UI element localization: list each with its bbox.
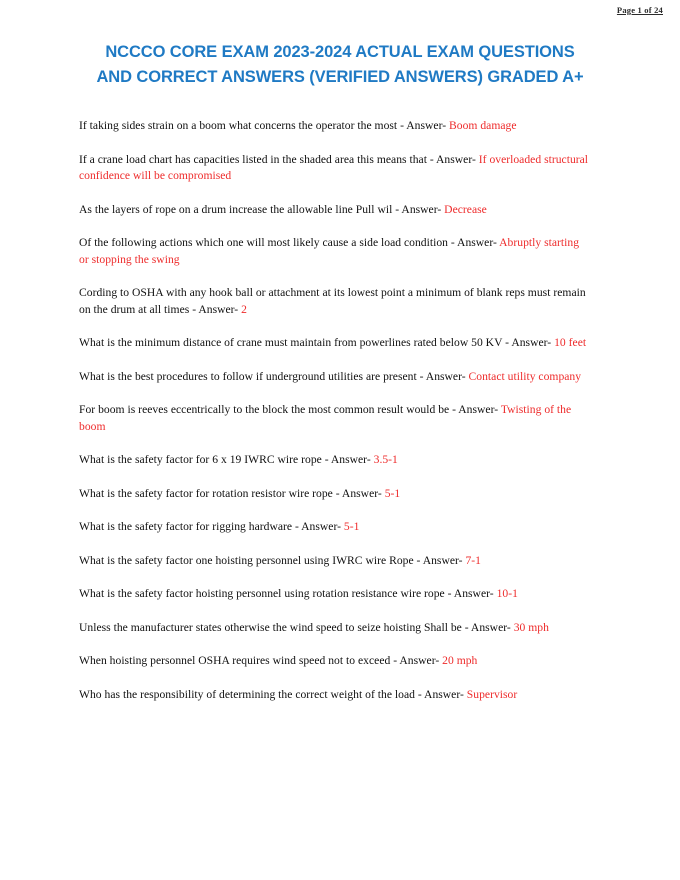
qa-item: [79, 486, 591, 503]
page-title-line-2: AND CORRECT ANSWERS (VERIFIED ANSWERS) GRADED A+: [96, 68, 584, 86]
answer-text: 10-1: [496, 587, 518, 600]
answer-text: Contact utility company: [468, 369, 582, 383]
answer-text: 2: [241, 302, 247, 316]
answer-text: Abruptly starting or stopping the swing: [79, 236, 580, 266]
question-text: What is the safety factor for rigging hardware: [79, 520, 293, 533]
answer-separator: - Answer-: [397, 119, 450, 132]
answer-separator: - Answer-: [332, 486, 385, 500]
answer-separator: - Answer-: [189, 302, 242, 316]
answer-text: 3.5-1: [373, 453, 398, 466]
answer-separator: - Answer-: [392, 202, 445, 216]
answer-text: Decrease: [444, 202, 487, 216]
qa-item: [79, 369, 591, 386]
qa-item: [79, 152, 591, 185]
answer-separator: - Answer-: [502, 336, 555, 349]
answer-text: 20 mph: [442, 654, 478, 667]
answer-text: If overloaded structural confidence will be compromised: [79, 152, 589, 182]
answer-separator: - Answer-: [413, 553, 466, 567]
qa-item: [79, 687, 591, 704]
answer-text: 5-1: [343, 520, 360, 533]
qa-item: [79, 235, 591, 268]
answer-text: Twisting of the boom: [79, 403, 572, 433]
question-text: If a crane load chart has capacities listed in the shaded area this means that: [79, 152, 427, 166]
answer-separator: - Answer-: [444, 587, 497, 600]
page-title-line-1: NCCCO CORE EXAM 2023-2024 ACTUAL EXAM QUESTIONS: [105, 43, 575, 61]
question-text: What is the safety factor for 6 x 19 IWRC wire rope: [79, 453, 322, 466]
question-text: Of the following actions which one will most likely cause a side load condition: [79, 236, 448, 249]
qa-item: [79, 553, 591, 570]
answer-separator: - Answer-: [447, 236, 500, 249]
answer-separator: - Answer-: [390, 654, 443, 667]
page-number-header: Page 1 of 24: [616, 5, 663, 15]
qa-item: [79, 118, 591, 135]
answer-separator: - Answer-: [426, 152, 479, 166]
answer-separator: - Answer-: [292, 520, 344, 533]
question-text: When hoisting personnel OSHA requires wind speed not to exceed: [79, 654, 391, 667]
question-text: Unless the manufacturer states otherwise the wind speed to seize hoisting Shall be: [79, 620, 462, 634]
question-text: Who has the responsibility of determining the correct weight of the load: [79, 687, 415, 701]
qa-item: [79, 285, 591, 318]
question-text: What is the safety factor one hoisting personnel using IWRC wire Rope: [79, 553, 414, 567]
question-text: If taking sides strain on a boom what concerns the operator the most: [79, 119, 398, 132]
answer-separator: - Answer-: [449, 403, 501, 416]
answer-text: 7-1: [465, 553, 481, 567]
answer-text: Boom damage: [449, 119, 517, 132]
question-text: What is the safety factor hoisting personnel using rotation resistance wire rope: [79, 587, 445, 600]
answer-text: 30 mph: [513, 620, 549, 634]
question-text: What is the minimum distance of crane must maintain from powerlines rated below 50 KV: [79, 336, 503, 349]
qa-item: [79, 335, 591, 352]
answer-separator: - Answer-: [461, 620, 514, 634]
answer-separator: - Answer-: [416, 369, 469, 383]
answer-text: 10 feet: [554, 336, 587, 349]
qa-item: [79, 620, 591, 637]
question-text: What is the best procedures to follow if underground utilities are present: [79, 369, 417, 383]
question-text: Cording to OSHA with any hook ball or attachment at its lowest point a minimum of blank reps must remain on the drum at all times: [79, 286, 586, 316]
question-text: As the layers of rope on a drum increase the allowable line Pull wil: [79, 202, 393, 216]
qa-item: [79, 519, 591, 536]
qa-item: [79, 452, 591, 469]
question-text: What is the safety factor for rotation resistor wire rope: [79, 486, 333, 500]
qa-item: [79, 202, 591, 219]
qa-item: [79, 586, 591, 603]
qa-item: [79, 653, 591, 670]
question-text: For boom is reeves eccentrically to the block the most common result would be: [79, 403, 450, 416]
page-title: [60, 40, 620, 90]
answer-text: Supervisor: [466, 687, 518, 701]
answer-separator: - Answer-: [321, 453, 374, 466]
qa-item: [79, 402, 591, 435]
answer-text: 5-1: [384, 486, 401, 500]
answer-separator: - Answer-: [414, 687, 467, 701]
qa-list: [79, 118, 591, 720]
